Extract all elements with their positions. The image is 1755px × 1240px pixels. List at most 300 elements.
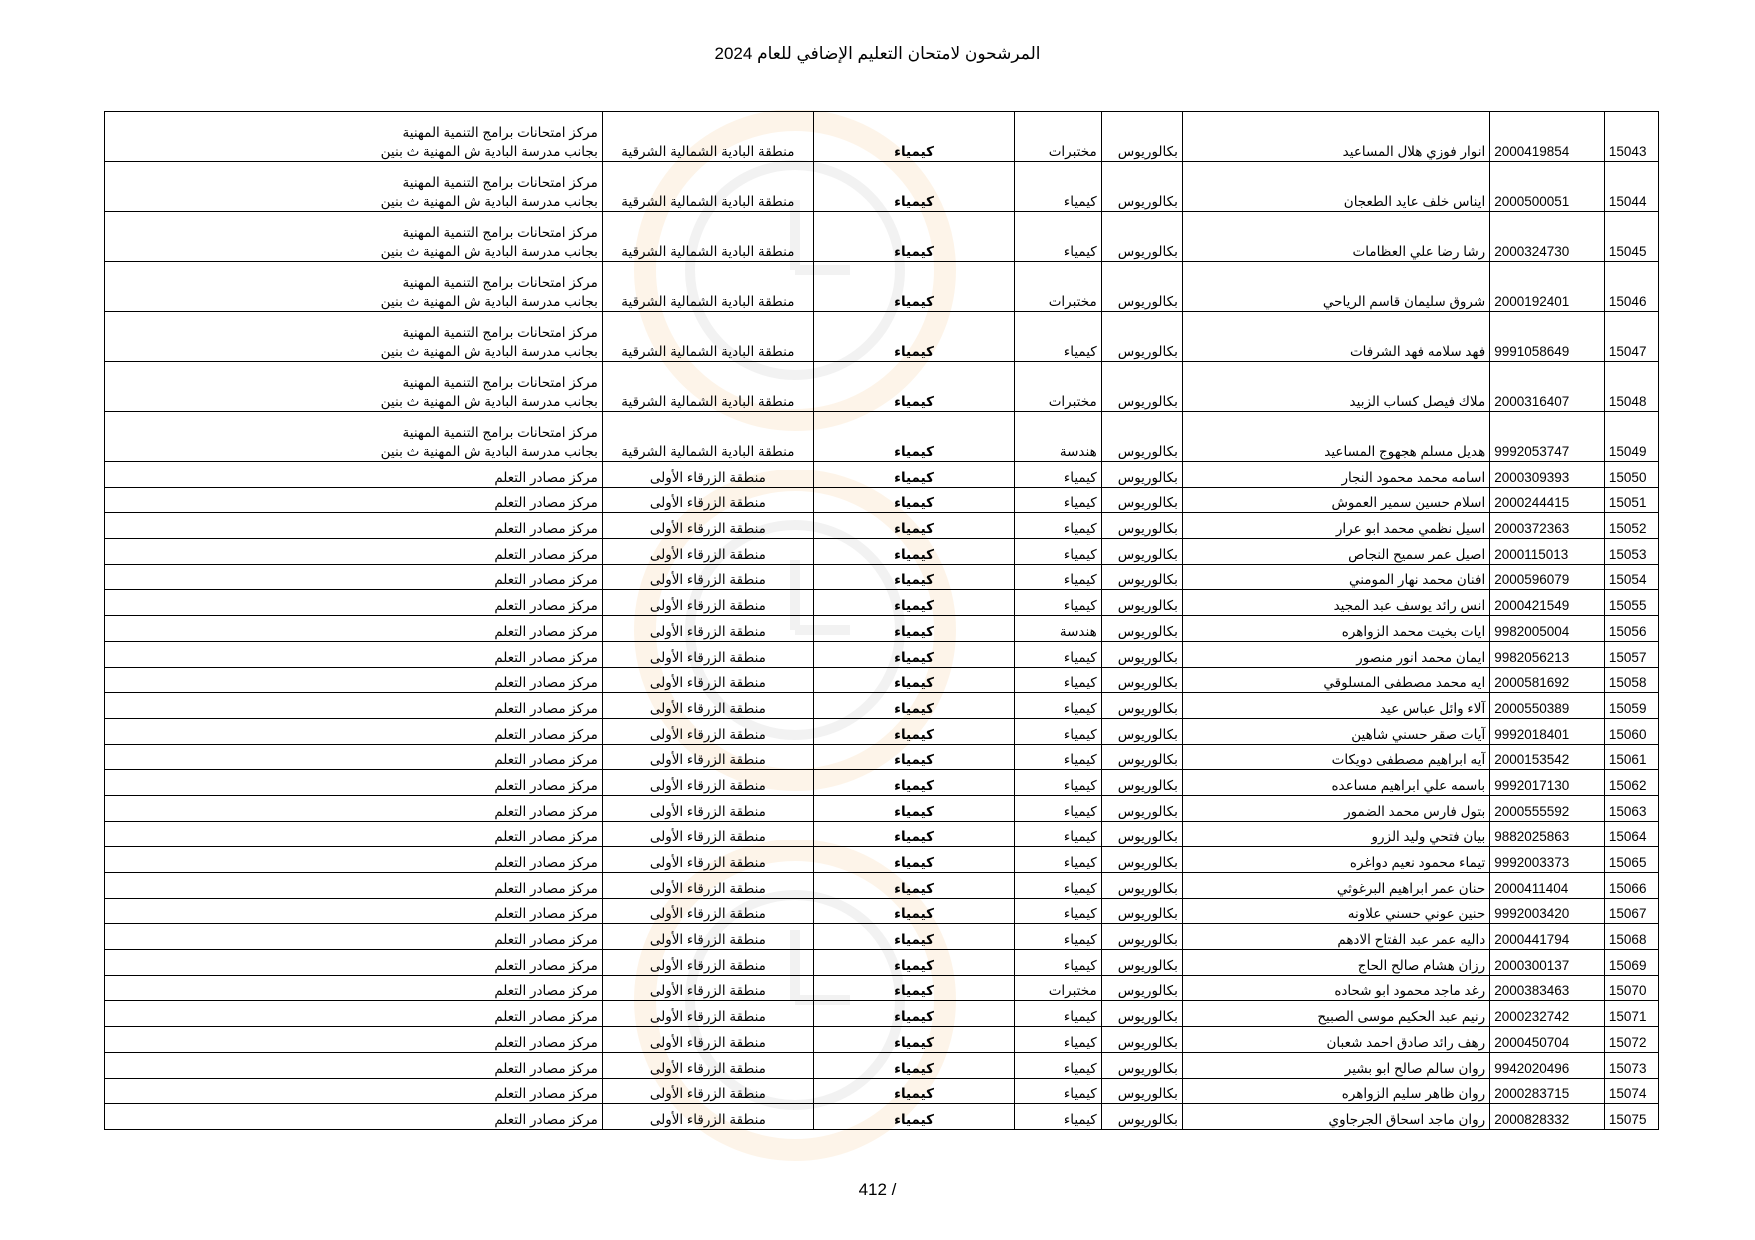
cell-region: منطقة الزرقاء الأولى <box>602 898 813 924</box>
cell-national-id: 9992053747 <box>1490 412 1605 462</box>
cell-region: منطقة البادية الشمالية الشرقية <box>602 112 813 162</box>
cell-exam-center <box>105 162 603 212</box>
cell-name: روان ماجد اسحاق الجرجاوي <box>1182 1104 1489 1130</box>
exam-center-line: مركز مصادر التعلم <box>494 777 598 793</box>
cell-national-id: 2000550389 <box>1490 693 1605 719</box>
exam-center-line: مركز امتحانات برامج التنمية المهنية <box>402 425 598 440</box>
cell-name: ايمان محمد انور منصور <box>1182 641 1489 667</box>
cell-name: بيان فتحي وليد الزرو <box>1182 821 1489 847</box>
cell-number: 15062 <box>1604 770 1658 796</box>
cell-subject: كيمياء <box>813 924 1014 950</box>
cell-region: منطقة الزرقاء الأولى <box>602 513 813 539</box>
exam-center-line: مركز مصادر التعلم <box>494 880 598 896</box>
cell-national-id: 9992018401 <box>1490 718 1605 744</box>
cell-subject: كيمياء <box>813 1104 1014 1130</box>
table-row <box>105 873 1659 899</box>
table-row <box>105 718 1659 744</box>
cell-name: روان سالم صالح ابو بشير <box>1182 1052 1489 1078</box>
cell-region: منطقة الزرقاء الأولى <box>602 616 813 642</box>
exam-center-line: مركز مصادر التعلم <box>494 1009 598 1025</box>
cell-subject: كيمياء <box>813 1001 1014 1027</box>
cell-number: 15053 <box>1604 539 1658 565</box>
exam-center-line: مركز مصادر التعلم <box>494 829 598 845</box>
cell-degree: بكالوريوس <box>1101 950 1182 976</box>
cell-exam-center <box>105 564 603 590</box>
cell-subject: كيمياء <box>813 112 1014 162</box>
exam-center-line: مركز مصادر التعلم <box>494 983 598 999</box>
cell-national-id: 2000421549 <box>1490 590 1605 616</box>
cell-national-id: 2000153542 <box>1490 744 1605 770</box>
cell-national-id: 2000555592 <box>1490 795 1605 821</box>
cell-region: منطقة الزرقاء الأولى <box>602 873 813 899</box>
cell-number: 15072 <box>1604 1027 1658 1053</box>
cell-number: 15054 <box>1604 564 1658 590</box>
cell-specialization: كيمياء <box>1015 898 1102 924</box>
cell-number: 15067 <box>1604 898 1658 924</box>
table-row <box>105 1027 1659 1053</box>
cell-degree: بكالوريوس <box>1101 744 1182 770</box>
cell-region: منطقة الزرقاء الأولى <box>602 744 813 770</box>
cell-national-id: 2000500051 <box>1490 162 1605 212</box>
cell-subject: كيمياء <box>813 1052 1014 1078</box>
cell-degree: بكالوريوس <box>1101 847 1182 873</box>
cell-subject: كيمياء <box>813 539 1014 565</box>
exam-center-line: بجانب مدرسة البادية ش المهنية ث بنين <box>380 144 598 159</box>
table-row <box>105 898 1659 924</box>
cell-number: 15058 <box>1604 667 1658 693</box>
cell-region: منطقة الزرقاء الأولى <box>602 693 813 719</box>
cell-specialization: كيمياء <box>1015 795 1102 821</box>
exam-center-line: مركز امتحانات برامج التنمية المهنية <box>402 225 598 240</box>
cell-number: 15057 <box>1604 641 1658 667</box>
cell-region: منطقة الزرقاء الأولى <box>602 1027 813 1053</box>
cell-exam-center <box>105 616 603 642</box>
cell-number: 15059 <box>1604 693 1658 719</box>
cell-name: آلاء وائل عباس عيد <box>1182 693 1489 719</box>
cell-subject: كيمياء <box>813 162 1014 212</box>
table-row <box>105 564 1659 590</box>
cell-subject: كيمياء <box>813 744 1014 770</box>
cell-region: منطقة البادية الشمالية الشرقية <box>602 312 813 362</box>
cell-name: رشا رضا علي العظامات <box>1182 212 1489 262</box>
table-row <box>105 641 1659 667</box>
cell-name: داليه عمر عبد الفتاح الادهم <box>1182 924 1489 950</box>
cell-region: منطقة الزرقاء الأولى <box>602 539 813 565</box>
cell-national-id: 2000411404 <box>1490 873 1605 899</box>
cell-specialization: كيمياء <box>1015 1078 1102 1104</box>
cell-degree: بكالوريوس <box>1101 693 1182 719</box>
cell-national-id: 2000244415 <box>1490 487 1605 513</box>
cell-subject: كيمياء <box>813 362 1014 412</box>
table-row <box>105 744 1659 770</box>
cell-number: 15046 <box>1604 262 1658 312</box>
cell-degree: بكالوريوس <box>1101 462 1182 488</box>
cell-region: منطقة الزرقاء الأولى <box>602 1052 813 1078</box>
cell-name: افنان محمد نهار المومني <box>1182 564 1489 590</box>
exam-center-line: مركز مصادر التعلم <box>494 803 598 819</box>
cell-national-id: 2000441794 <box>1490 924 1605 950</box>
exam-center-line: مركز مصادر التعلم <box>494 572 598 588</box>
cell-specialization: كيمياء <box>1015 924 1102 950</box>
table-row <box>105 847 1659 873</box>
cell-subject: كيمياء <box>813 847 1014 873</box>
exam-center-line: مركز امتحانات برامج التنمية المهنية <box>402 275 598 290</box>
cell-degree: بكالوريوس <box>1101 975 1182 1001</box>
cell-specialization: كيمياء <box>1015 462 1102 488</box>
cell-region: منطقة الزرقاء الأولى <box>602 924 813 950</box>
cell-number: 15050 <box>1604 462 1658 488</box>
cell-exam-center <box>105 975 603 1001</box>
cell-exam-center <box>105 667 603 693</box>
candidates-table <box>104 111 1659 1130</box>
cell-region: منطقة الزرقاء الأولى <box>602 1001 813 1027</box>
cell-subject: كيمياء <box>813 821 1014 847</box>
cell-exam-center <box>105 1001 603 1027</box>
cell-degree: بكالوريوس <box>1101 1001 1182 1027</box>
cell-subject: كيمياء <box>813 262 1014 312</box>
cell-national-id: 2000383463 <box>1490 975 1605 1001</box>
cell-specialization: كيمياء <box>1015 513 1102 539</box>
cell-degree: بكالوريوس <box>1101 590 1182 616</box>
cell-name: باسمه علي ابراهيم مساعده <box>1182 770 1489 796</box>
cell-national-id: 2000419854 <box>1490 112 1605 162</box>
cell-number: 15069 <box>1604 950 1658 976</box>
cell-number: 15064 <box>1604 821 1658 847</box>
cell-region: منطقة الزرقاء الأولى <box>602 1104 813 1130</box>
cell-name: اسامه محمد محمود النجار <box>1182 462 1489 488</box>
cell-number: 15051 <box>1604 487 1658 513</box>
cell-number: 15061 <box>1604 744 1658 770</box>
exam-center-line: مركز مصادر التعلم <box>494 469 598 485</box>
cell-exam-center <box>105 950 603 976</box>
cell-national-id: 9992017130 <box>1490 770 1605 796</box>
cell-exam-center <box>105 212 603 262</box>
exam-center-line: مركز مصادر التعلم <box>494 906 598 922</box>
cell-region: منطقة الزرقاء الأولى <box>602 718 813 744</box>
cell-exam-center <box>105 873 603 899</box>
cell-national-id: 2000115013 <box>1490 539 1605 565</box>
cell-region: منطقة الزرقاء الأولى <box>602 821 813 847</box>
page-title: المرشحون لامتحان التعليم الإضافي للعام 2024 <box>714 44 1041 63</box>
cell-region: منطقة البادية الشمالية الشرقية <box>602 262 813 312</box>
exam-center-line: مركز امتحانات برامج التنمية المهنية <box>402 125 598 140</box>
cell-subject: كيمياء <box>813 718 1014 744</box>
cell-national-id: 9882025863 <box>1490 821 1605 847</box>
cell-exam-center <box>105 693 603 719</box>
cell-number: 15047 <box>1604 312 1658 362</box>
exam-center-line: بجانب مدرسة البادية ش المهنية ث بنين <box>380 394 598 409</box>
cell-exam-center <box>105 312 603 362</box>
cell-specialization: كيمياء <box>1015 487 1102 513</box>
cell-subject: كيمياء <box>813 462 1014 488</box>
cell-subject: كيمياء <box>813 693 1014 719</box>
table-body <box>105 112 1659 1130</box>
exam-center-line: مركز مصادر التعلم <box>494 726 598 742</box>
exam-center-line: مركز مصادر التعلم <box>494 495 598 511</box>
cell-region: منطقة الزرقاء الأولى <box>602 487 813 513</box>
cell-degree: بكالوريوس <box>1101 564 1182 590</box>
cell-national-id: 2000372363 <box>1490 513 1605 539</box>
page-number: 412 / <box>858 1180 897 1199</box>
cell-region: منطقة الزرقاء الأولى <box>602 950 813 976</box>
cell-subject: كيمياء <box>813 412 1014 462</box>
table-row <box>105 590 1659 616</box>
cell-national-id: 9992003420 <box>1490 898 1605 924</box>
cell-region: منطقة الزرقاء الأولى <box>602 590 813 616</box>
cell-name: تيماء محمود نعيم دواغره <box>1182 847 1489 873</box>
cell-degree: بكالوريوس <box>1101 312 1182 362</box>
exam-center-line: مركز مصادر التعلم <box>494 649 598 665</box>
cell-region: منطقة البادية الشمالية الشرقية <box>602 162 813 212</box>
cell-exam-center <box>105 262 603 312</box>
cell-subject: كيمياء <box>813 641 1014 667</box>
cell-subject: كيمياء <box>813 873 1014 899</box>
cell-subject: كيمياء <box>813 975 1014 1001</box>
cell-name: حنان عمر ابراهيم البرغوثي <box>1182 873 1489 899</box>
table-row <box>105 1052 1659 1078</box>
cell-name: حنين عوني حسني علاونه <box>1182 898 1489 924</box>
table-row <box>105 362 1659 412</box>
cell-national-id: 9982056213 <box>1490 641 1605 667</box>
cell-number: 15043 <box>1604 112 1658 162</box>
table-row <box>105 975 1659 1001</box>
cell-subject: كيمياء <box>813 312 1014 362</box>
cell-degree: بكالوريوس <box>1101 795 1182 821</box>
cell-region: منطقة الزرقاء الأولى <box>602 847 813 873</box>
table-row <box>105 1104 1659 1130</box>
cell-national-id: 9942020496 <box>1490 1052 1605 1078</box>
cell-region: منطقة الزرقاء الأولى <box>602 564 813 590</box>
cell-number: 15063 <box>1604 795 1658 821</box>
cell-specialization: كيمياء <box>1015 1027 1102 1053</box>
table-row <box>105 616 1659 642</box>
cell-number: 15066 <box>1604 873 1658 899</box>
cell-specialization: كيمياء <box>1015 718 1102 744</box>
cell-exam-center <box>105 770 603 796</box>
cell-specialization: كيمياء <box>1015 539 1102 565</box>
cell-national-id: 9982005004 <box>1490 616 1605 642</box>
exam-center-line: مركز امتحانات برامج التنمية المهنية <box>402 375 598 390</box>
exam-center-line: مركز مصادر التعلم <box>494 957 598 973</box>
cell-degree: بكالوريوس <box>1101 112 1182 162</box>
cell-exam-center <box>105 795 603 821</box>
exam-center-line: مركز مصادر التعلم <box>494 1034 598 1050</box>
cell-exam-center <box>105 847 603 873</box>
table-row <box>105 821 1659 847</box>
cell-name: رنيم عبد الحكيم موسى الصبيح <box>1182 1001 1489 1027</box>
cell-exam-center <box>105 1104 603 1130</box>
cell-number: 15048 <box>1604 362 1658 412</box>
cell-exam-center <box>105 924 603 950</box>
cell-national-id: 2000324730 <box>1490 212 1605 262</box>
cell-national-id: 2000450704 <box>1490 1027 1605 1053</box>
cell-name: شروق سليمان قاسم الرياحي <box>1182 262 1489 312</box>
cell-name: فهد سلامه فهد الشرفات <box>1182 312 1489 362</box>
exam-center-line: بجانب مدرسة البادية ش المهنية ث بنين <box>380 344 598 359</box>
cell-name: رهف رائد صادق احمد شعبان <box>1182 1027 1489 1053</box>
cell-region: منطقة الزرقاء الأولى <box>602 795 813 821</box>
cell-region: منطقة البادية الشمالية الشرقية <box>602 362 813 412</box>
cell-name: انوار فوزي هلال المساعيد <box>1182 112 1489 162</box>
cell-subject: كيمياء <box>813 212 1014 262</box>
cell-name: اصيل عمر سميح النجاص <box>1182 539 1489 565</box>
cell-name: ايات بخيت محمد الزواهره <box>1182 616 1489 642</box>
cell-specialization: هندسة <box>1015 412 1102 462</box>
cell-subject: كيمياء <box>813 667 1014 693</box>
cell-degree: بكالوريوس <box>1101 412 1182 462</box>
cell-degree: بكالوريوس <box>1101 487 1182 513</box>
cell-degree: بكالوريوس <box>1101 262 1182 312</box>
cell-national-id: 2000192401 <box>1490 262 1605 312</box>
cell-region: منطقة الزرقاء الأولى <box>602 1078 813 1104</box>
cell-region: منطقة الزرقاء الأولى <box>602 975 813 1001</box>
cell-specialization: كيمياء <box>1015 162 1102 212</box>
exam-center-line: مركز مصادر التعلم <box>494 932 598 948</box>
cell-national-id: 2000300137 <box>1490 950 1605 976</box>
cell-exam-center <box>105 1078 603 1104</box>
cell-specialization: كيمياء <box>1015 667 1102 693</box>
table-row <box>105 262 1659 312</box>
exam-center-line: مركز مصادر التعلم <box>494 700 598 716</box>
cell-exam-center <box>105 718 603 744</box>
cell-degree: بكالوريوس <box>1101 162 1182 212</box>
cell-name: ايه محمد مصطفى المسلوقي <box>1182 667 1489 693</box>
cell-name: اسلام حسين سمير العموش <box>1182 487 1489 513</box>
exam-center-line: مركز مصادر التعلم <box>494 752 598 768</box>
cell-name: رغد ماجد محمود ابو شحاده <box>1182 975 1489 1001</box>
table-row <box>105 924 1659 950</box>
exam-center-line: بجانب مدرسة البادية ش المهنية ث بنين <box>380 244 598 259</box>
cell-specialization: كيمياء <box>1015 312 1102 362</box>
table-row <box>105 513 1659 539</box>
table-row <box>105 1001 1659 1027</box>
cell-number: 15045 <box>1604 212 1658 262</box>
table-row <box>105 412 1659 462</box>
cell-degree: بكالوريوس <box>1101 539 1182 565</box>
exam-center-line: مركز مصادر التعلم <box>494 546 598 562</box>
cell-exam-center <box>105 1052 603 1078</box>
cell-subject: كيمياء <box>813 950 1014 976</box>
cell-subject: كيمياء <box>813 770 1014 796</box>
cell-degree: بكالوريوس <box>1101 718 1182 744</box>
cell-degree: بكالوريوس <box>1101 1078 1182 1104</box>
cell-degree: بكالوريوس <box>1101 1052 1182 1078</box>
cell-number: 15075 <box>1604 1104 1658 1130</box>
cell-national-id: 2000596079 <box>1490 564 1605 590</box>
cell-specialization: كيمياء <box>1015 590 1102 616</box>
exam-center-line: بجانب مدرسة البادية ش المهنية ث بنين <box>380 294 598 309</box>
cell-number: 15052 <box>1604 513 1658 539</box>
table-row <box>105 462 1659 488</box>
cell-name: ملاك فيصل كساب الزبيد <box>1182 362 1489 412</box>
cell-specialization: كيمياء <box>1015 1001 1102 1027</box>
cell-exam-center <box>105 462 603 488</box>
cell-degree: بكالوريوس <box>1101 1027 1182 1053</box>
cell-national-id: 2000309393 <box>1490 462 1605 488</box>
exam-center-line: مركز مصادر التعلم <box>494 623 598 639</box>
cell-specialization: كيمياء <box>1015 693 1102 719</box>
exam-center-line: بجانب مدرسة البادية ش المهنية ث بنين <box>380 194 598 209</box>
table-row <box>105 795 1659 821</box>
cell-specialization: كيمياء <box>1015 564 1102 590</box>
table-row <box>105 693 1659 719</box>
cell-degree: بكالوريوس <box>1101 1104 1182 1130</box>
cell-national-id: 9991058649 <box>1490 312 1605 362</box>
cell-exam-center <box>105 362 603 412</box>
cell-exam-center <box>105 590 603 616</box>
table-row <box>105 487 1659 513</box>
cell-specialization: كيمياء <box>1015 1104 1102 1130</box>
cell-national-id: 2000828332 <box>1490 1104 1605 1130</box>
cell-region: منطقة الزرقاء الأولى <box>602 667 813 693</box>
cell-exam-center <box>105 744 603 770</box>
cell-specialization: كيمياء <box>1015 873 1102 899</box>
cell-number: 15068 <box>1604 924 1658 950</box>
cell-number: 15073 <box>1604 1052 1658 1078</box>
cell-national-id: 2000232742 <box>1490 1001 1605 1027</box>
cell-exam-center <box>105 513 603 539</box>
cell-specialization: كيمياء <box>1015 1052 1102 1078</box>
cell-national-id: 2000581692 <box>1490 667 1605 693</box>
table-row <box>105 950 1659 976</box>
cell-exam-center <box>105 641 603 667</box>
cell-specialization: كيمياء <box>1015 212 1102 262</box>
cell-specialization: هندسة <box>1015 616 1102 642</box>
exam-center-line: مركز مصادر التعلم <box>494 1111 598 1127</box>
exam-center-line: مركز مصادر التعلم <box>494 1086 598 1102</box>
cell-degree: بكالوريوس <box>1101 821 1182 847</box>
cell-number: 15060 <box>1604 718 1658 744</box>
cell-exam-center <box>105 1027 603 1053</box>
exam-center-line: مركز مصادر التعلم <box>494 1060 598 1076</box>
cell-name: بتول فارس محمد الضمور <box>1182 795 1489 821</box>
cell-name: آيه ابراهيم مصطفى دويكات <box>1182 744 1489 770</box>
exam-center-line: مركز مصادر التعلم <box>494 598 598 614</box>
cell-specialization: كيمياء <box>1015 770 1102 796</box>
cell-specialization: مختبرات <box>1015 262 1102 312</box>
cell-name: روان ظاهر سليم الزواهره <box>1182 1078 1489 1104</box>
cell-degree: بكالوريوس <box>1101 513 1182 539</box>
cell-degree: بكالوريوس <box>1101 667 1182 693</box>
cell-specialization: كيمياء <box>1015 847 1102 873</box>
cell-subject: كيمياء <box>813 616 1014 642</box>
cell-name: انس رائد يوسف عبد المجيد <box>1182 590 1489 616</box>
cell-subject: كيمياء <box>813 564 1014 590</box>
exam-center-line: مركز مصادر التعلم <box>494 675 598 691</box>
cell-specialization: كيمياء <box>1015 821 1102 847</box>
cell-subject: كيمياء <box>813 1078 1014 1104</box>
cell-degree: بكالوريوس <box>1101 362 1182 412</box>
table-row <box>105 667 1659 693</box>
exam-center-line: مركز امتحانات برامج التنمية المهنية <box>402 175 598 190</box>
cell-degree: بكالوريوس <box>1101 898 1182 924</box>
table-row <box>105 212 1659 262</box>
cell-specialization: مختبرات <box>1015 112 1102 162</box>
cell-number: 15065 <box>1604 847 1658 873</box>
cell-exam-center <box>105 821 603 847</box>
cell-national-id: 9992003373 <box>1490 847 1605 873</box>
table-row <box>105 539 1659 565</box>
cell-degree: بكالوريوس <box>1101 616 1182 642</box>
cell-name: ايناس خلف عايد الطعجان <box>1182 162 1489 212</box>
cell-subject: كيمياء <box>813 1027 1014 1053</box>
cell-specialization: مختبرات <box>1015 362 1102 412</box>
cell-name: هديل مسلم هجهوج المساعيد <box>1182 412 1489 462</box>
cell-number: 15049 <box>1604 412 1658 462</box>
cell-subject: كيمياء <box>813 795 1014 821</box>
cell-specialization: كيمياء <box>1015 950 1102 976</box>
cell-region: منطقة الزرقاء الأولى <box>602 462 813 488</box>
